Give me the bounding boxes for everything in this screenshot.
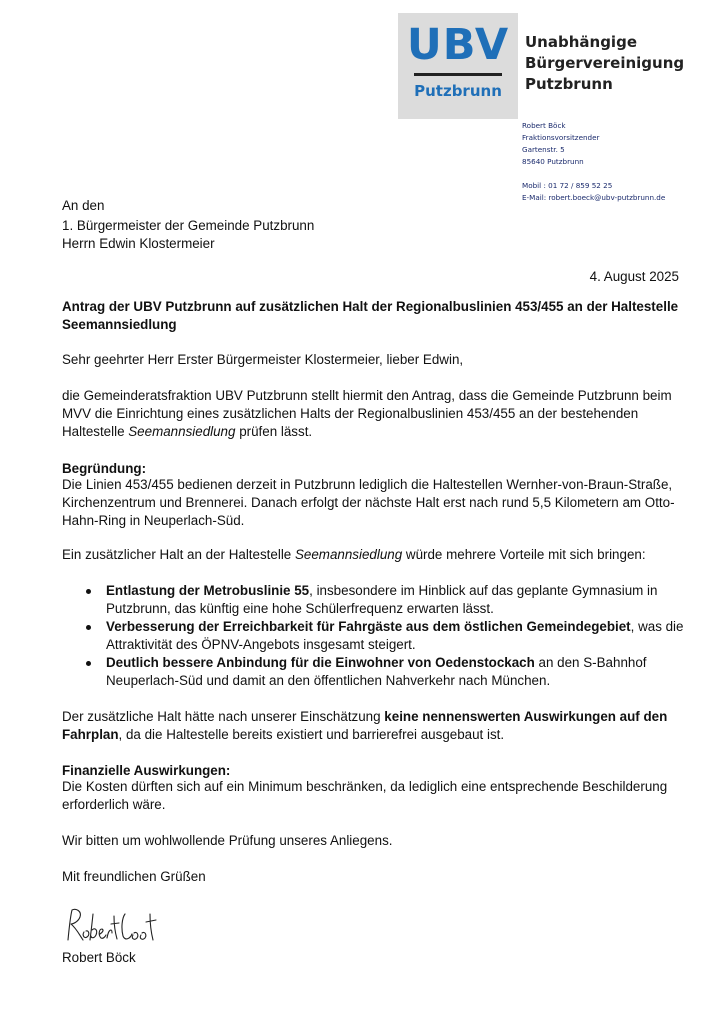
bullet-1-line-2: Putzbrunn, das künftig eine hohe Schülerfrequenz erwarten lässt.: [106, 601, 494, 616]
salutation: Sehr geehrter Herr Erster Bürgermeister Klostermeier, lieber Edwin,: [62, 352, 464, 367]
recipient-line-3: Herrn Edwin Klostermeier: [62, 236, 215, 251]
intro-line-3: Haltestelle Seemannsiedlung prüfen lässt.: [62, 424, 313, 439]
sender-contact-block: [522, 120, 665, 205]
subject-line-2: Seemannsiedlung: [62, 317, 177, 332]
logo-town: Putzbrunn: [414, 82, 502, 100]
reason-line-1: Die Linien 453/455 bedienen derzeit in Putzbrunn lediglich die Haltestellen Wernher-von-Braun-Straße,: [62, 477, 673, 492]
bullet-dot: [86, 661, 91, 666]
sender-role: Fraktionsvorsitzender: [522, 133, 600, 143]
bullet-dot: [86, 625, 91, 630]
org-name-line: Bürgervereinigung: [525, 54, 685, 72]
logo-divider: [414, 73, 502, 76]
signer-name: Robert Böck: [62, 950, 136, 965]
financial-heading: Finanzielle Auswirkungen:: [62, 763, 231, 778]
sender-email[interactable]: E-Mail: robert.boeck@ubv-putzbrunn.de: [522, 193, 666, 203]
bullet-3-line-1: Deutlich bessere Anbindung für die Einwohner von Oedenstockach an den S-Bahnhof: [106, 655, 647, 670]
subject-line-1: Antrag der UBV Putzbrunn auf zusätzlichen Halt der Regionalbuslinien 453/455 an der Haltestelle: [62, 299, 679, 314]
reason-heading: Begründung:: [62, 461, 147, 476]
impact-line-1: Der zusätzliche Halt hätte nach unserer Einschätzung keine nennenswerten Auswirkungen auf den: [62, 709, 668, 724]
intro-line-2: MVV die Einrichtung eines zusätzlichen Halts der Regionalbuslinien 453/455 an der bestehenden: [62, 406, 639, 421]
reason-line-2: Kirchenzentrum und Brennerei. Danach erfolgt der nächste Halt erst nach rund 5,5 Kilometern am Otto-: [62, 495, 675, 510]
financial-line-2: erforderlich wäre.: [62, 797, 166, 812]
sender-name: Robert Böck: [522, 121, 566, 130]
organization-name: [525, 32, 684, 95]
recipient-line-2: 1. Bürgermeister der Gemeinde Putzbrunn: [62, 218, 315, 233]
impact-line-2: Fahrplan, da die Haltestelle bereits existiert und barrierefrei ausgebaut ist.: [62, 727, 505, 742]
org-name-line: Putzbrunn: [525, 75, 613, 93]
bullet-3-line-2: Neuperlach-Süd und damit an den öffentlichen Nahverkehr nach München.: [106, 673, 551, 688]
reason-line-3: Hahn-Ring in Neuperlach-Süd.: [62, 513, 245, 528]
bullet-2-line-2: Attraktivität des ÖPNV-Angebots insgesamt steigert.: [106, 637, 416, 652]
sender-mobile: Mobil : 01 72 / 859 52 25: [522, 181, 613, 191]
logo-abbreviation: UBV: [406, 20, 510, 70]
bullet-2-line-1: Verbesserung der Erreichbarkeit für Fahrgäste aus dem östlichen Gemeindegebiet, was die: [106, 619, 684, 634]
handwritten-signature: [62, 902, 162, 950]
ubv-logo: [398, 13, 518, 119]
advantages-intro: Ein zusätzlicher Halt an der Haltestelle Seemannsiedlung würde mehrere Vorteile mit sich bringen:: [62, 547, 646, 562]
sender-street: Gartenstr. 5: [522, 145, 565, 155]
org-name-line: Unabhängige: [525, 33, 637, 51]
bullet-1-line-1: Entlastung der Metrobuslinie 55, insbesondere im Hinblick auf das geplante Gymnasium in: [106, 583, 658, 598]
sender-city: 85640 Putzbrunn: [522, 157, 584, 167]
request-text: Wir bitten um wohlwollende Prüfung unseres Anliegens.: [62, 833, 393, 848]
closing-text: Mit freundlichen Grüßen: [62, 869, 206, 884]
financial-line-1: Die Kosten dürften sich auf ein Minimum beschränken, da lediglich eine entsprechende Beschilderung: [62, 779, 668, 794]
recipient-line-1: An den: [62, 198, 105, 213]
intro-line-1: die Gemeinderatsfraktion UBV Putzbrunn stellt hiermit den Antrag, dass die Gemeinde Putzbrunn beim: [62, 388, 672, 403]
bullet-dot: [86, 589, 91, 594]
letter-date: 4. August 2025: [589, 269, 679, 284]
